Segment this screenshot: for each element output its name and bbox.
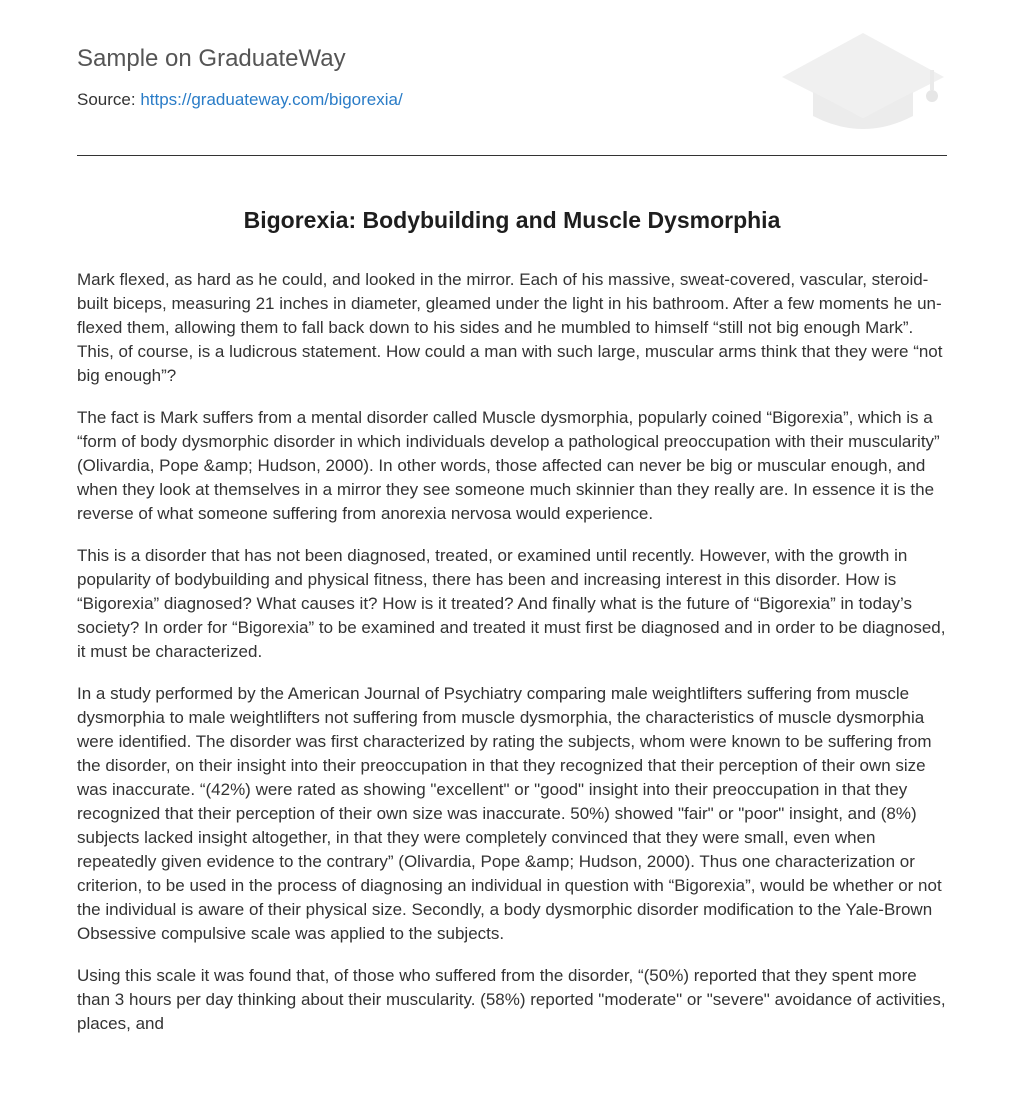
site-title: Sample on GraduateWay <box>77 45 346 72</box>
page-header <box>77 0 947 156</box>
article-paragraph: The fact is Mark suffers from a mental disorder called Muscle dysmorphia, popularly coined “Bigorexia”, which is a “form of body dysmorphic disorder in which individuals develop a pathological preoccupation with their muscularity” (Olivardia, Pope &amp; Hudson, 2000). In other words, those affected can never be big or muscular enough, and when they look at themselves in a mirror they see someone much skinnier than they really are. In essence it is the reverse of what someone suffering from anorexia nervosa would experience. <box>77 408 940 523</box>
source-label: Source: <box>77 90 136 109</box>
article-body <box>77 268 949 1054</box>
article-paragraph: In a study performed by the American Journal of Psychiatry comparing male weightlifters suffering from muscle dysmorphia to male weightlifters not suffering from muscle dysmorphia, the characteristics of muscle dysmorphia were identified. The disorder was first characterized by rating the subjects, whom were known to be suffering from the disorder, on their insight into their preoccupation in that they recognized that their perception of their own size was inaccurate. “(42%) were rated as showing "excellent" or "good" insight into their preoccupation in that they recognized that their perception of their own size was inaccurate. 50%) showed "fair" or "poor" insight, and (8%) subjects lacked insight altogether, in that they were completely convinced that they were small, even when repeatedly given evidence to the contrary” (Olivardia, Pope &amp; Hudson, 2000). Thus one characterization or criterion, to be used in the process of diagnosing an individual in question with “Bigorexia”, would be whether or not the individual is aware of their physical size. Secondly, a body dysmorphic disorder modification to the Yale-Brown Obsessive compulsive scale was applied to the subjects. <box>77 684 942 943</box>
article-title: Bigorexia: Bodybuilding and Muscle Dysmorphia <box>243 207 781 233</box>
source-link[interactable]: https://graduateway.com/bigorexia/ <box>140 90 403 109</box>
article-paragraph: This is a disorder that has not been diagnosed, treated, or examined until recently. However, with the growth in popularity of bodybuilding and physical fitness, there has been and increasing interest in this disorder. How is “Bigorexia” diagnosed? What causes it? How is it treated? And finally what is the future of “Bigorexia” in today’s society? In order for “Bigorexia” to be examined and treated it must first be diagnosed and in order to be diagnosed, it must be characterized. <box>77 546 946 661</box>
header-divider <box>77 155 947 156</box>
article-paragraph: Using this scale it was found that, of those who suffered from the disorder, “(50%) reported that they spent more than 3 hours per day thinking about their muscularity. (58%) reported "moderate" or "severe" avoidance of activities, places, and <box>77 966 946 1033</box>
source-line <box>77 89 403 111</box>
article-paragraph: Mark flexed, as hard as he could, and looked in the mirror. Each of his massive, sweat-covered, vascular, steroid-built biceps, measuring 21 inches in diameter, gleamed under the light in his bathroom. After a few moments he un-flexed them, allowing them to fall back down to his sides and he mumbled to himself “still not big enough Mark”. This, of course, is a ludicrous statement. How could a man with such large, muscular arms think that they were “not big enough”? <box>77 270 943 385</box>
graduation-cap-icon <box>780 30 946 132</box>
